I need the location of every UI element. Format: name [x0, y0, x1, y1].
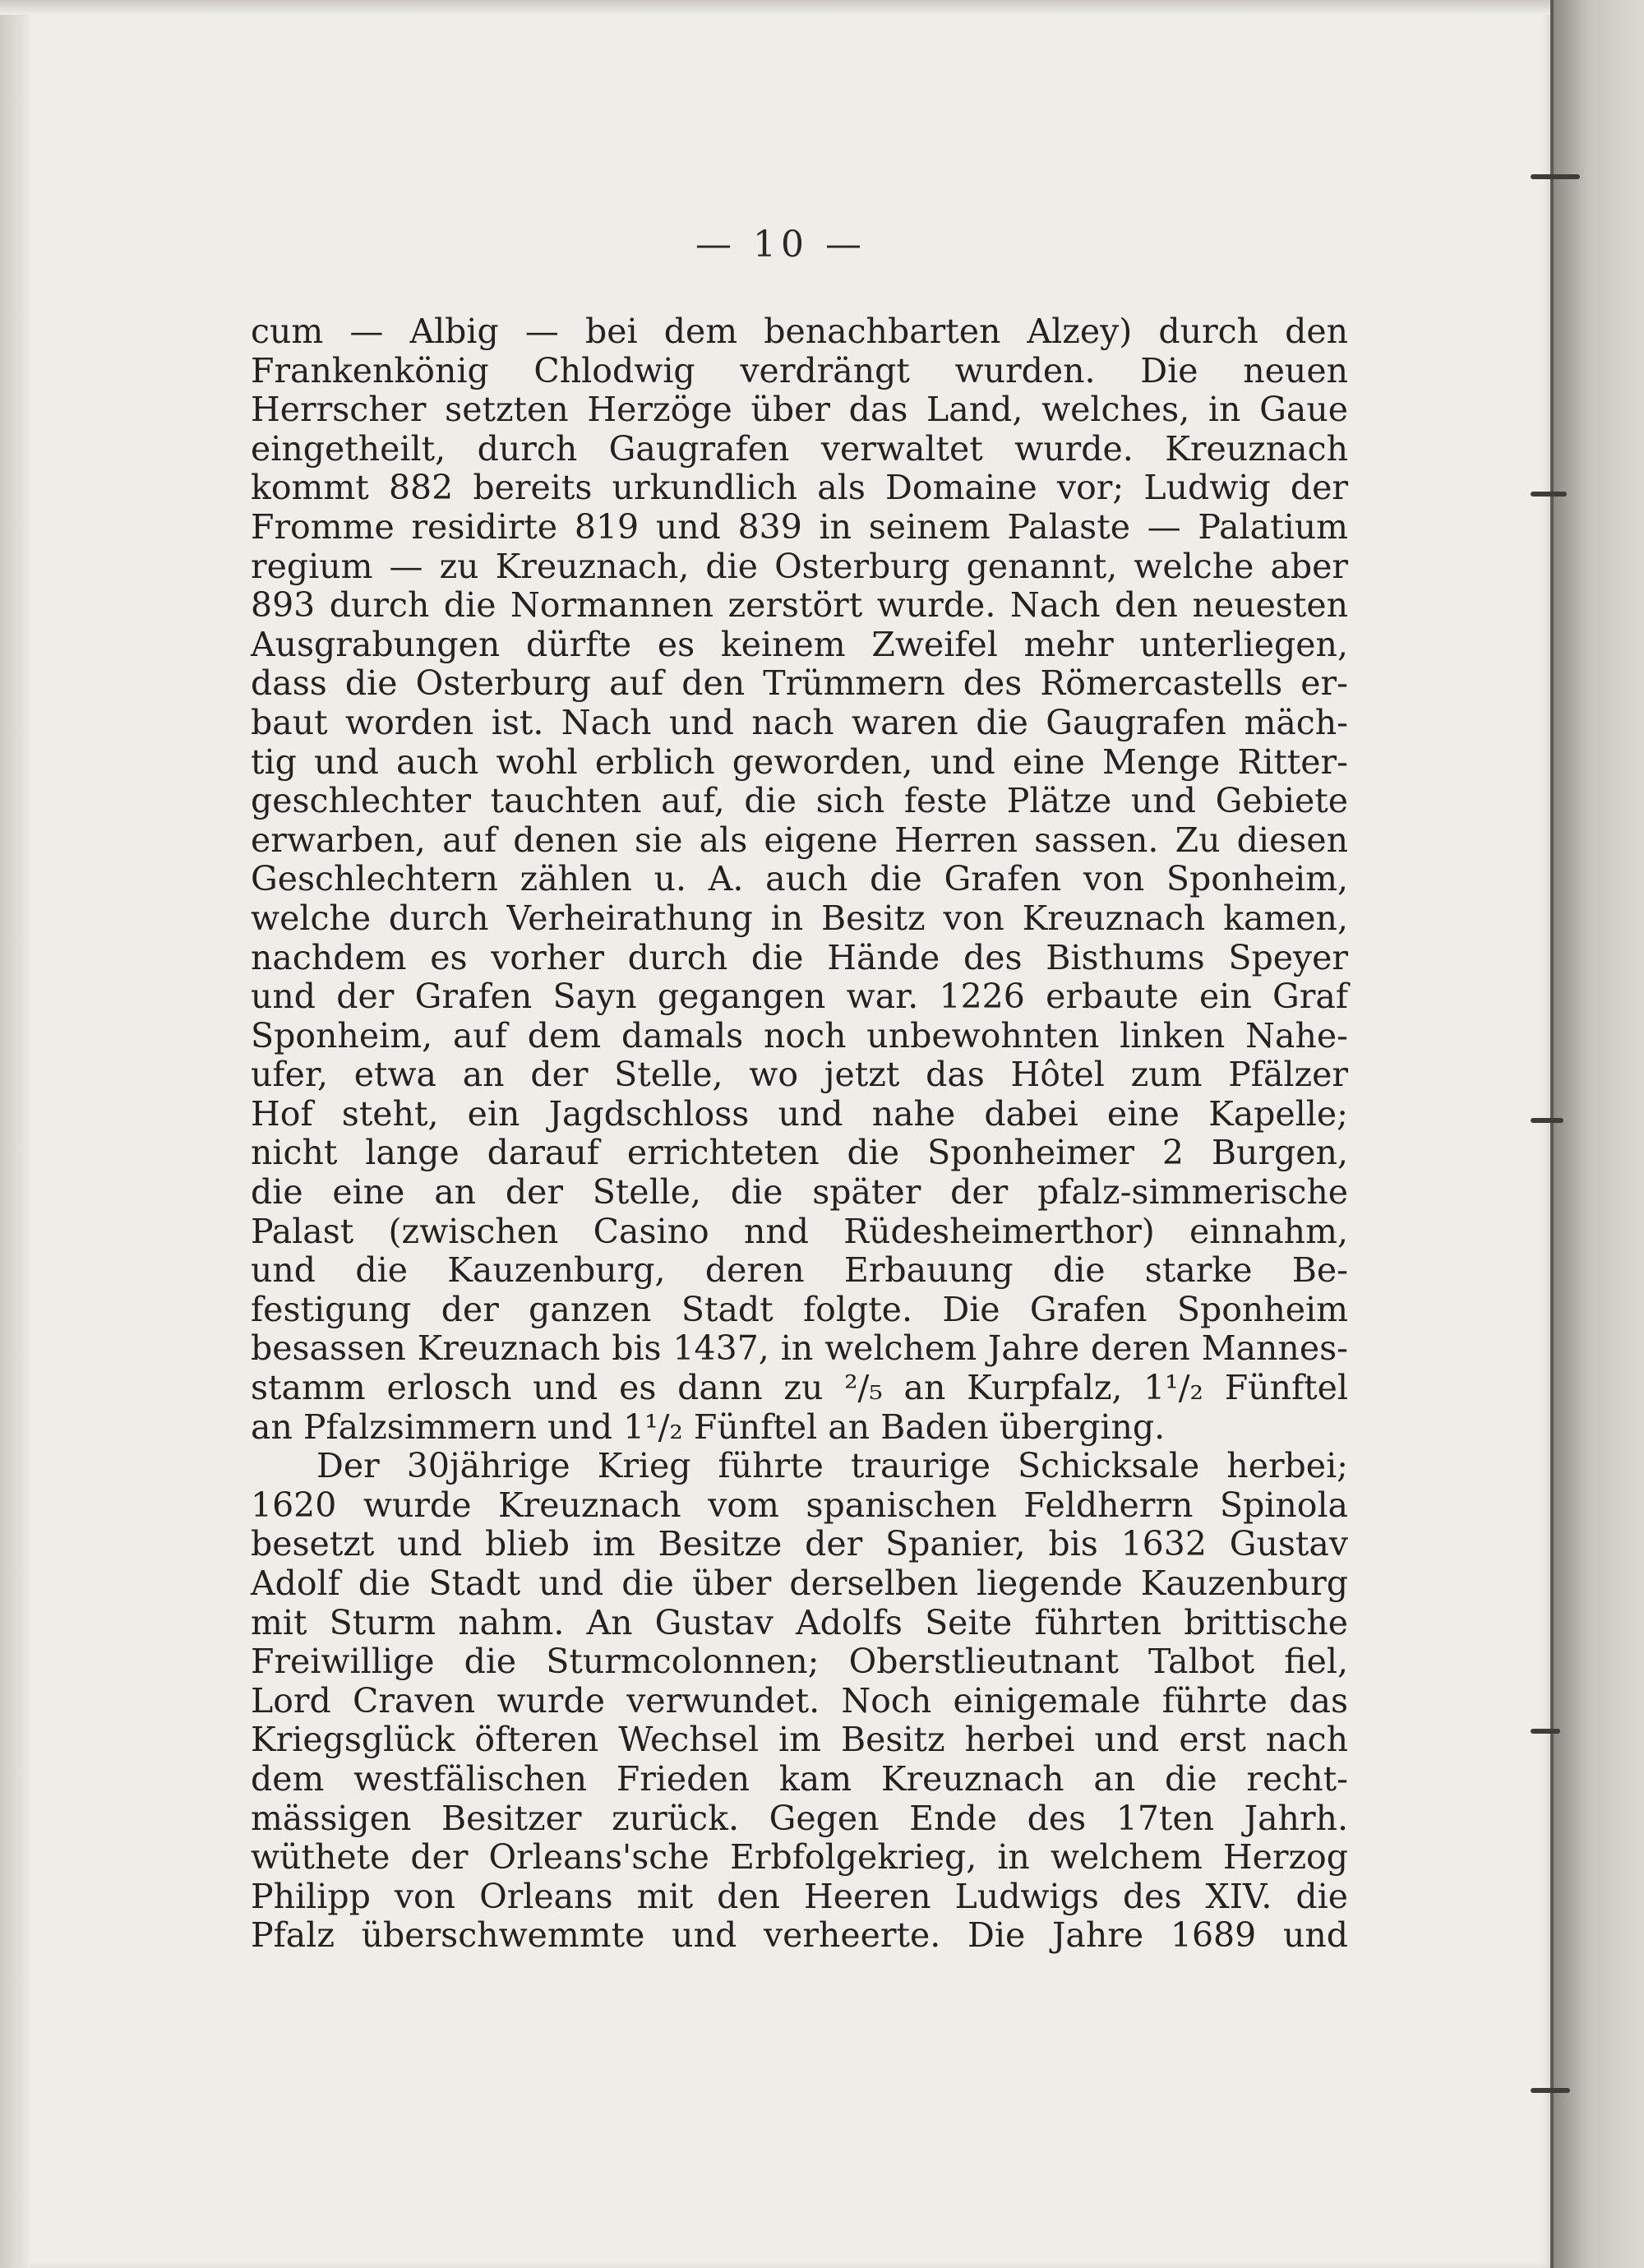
text-line: dem westfälischen Frieden kam Kreuznach an die recht-: [251, 1758, 1348, 1799]
binding-thread-mark: [1531, 1118, 1563, 1123]
text-line: Herrscher setzten Herzöge über das Land, welches, in Gaue: [251, 390, 1348, 430]
page-number: — 10 —: [695, 224, 866, 266]
text-line: nachdem es vorher durch die Hände des Bisthums Speyer: [251, 937, 1348, 977]
text-line: Palast (zwischen Casino nnd Rüdesheimerthor) einnahm,: [251, 1211, 1348, 1251]
text-line: welche durch Verheirathung in Besitz von Kreuznach kamen,: [251, 898, 1348, 938]
text-line: ufer, etwa an der Stelle, wo jetzt das Hôtel zum Pfälzer: [251, 1055, 1348, 1095]
text-line: 1620 wurde Kreuznach vom spanischen Feldherrn Spinola: [251, 1485, 1348, 1525]
text-line: Ausgrabungen dürfte es keinem Zweifel mehr unterliegen,: [251, 624, 1348, 664]
page-edge-left: [0, 0, 30, 2268]
text-line: wüthete der Orleans'sche Erbfolgekrieg, in welchem Herzog: [251, 1837, 1348, 1878]
page-edge-top: [0, 0, 1554, 15]
text-line: Geschlechtern zählen u. A. auch die Grafen von Sponheim,: [251, 859, 1348, 899]
text-line: cum — Albig — bei dem benachbarten Alzey) durch den: [251, 312, 1348, 351]
binding-thread-mark: [1531, 2088, 1570, 2093]
text-line: Sponheim, auf dem damals noch unbewohnten linken Nahe-: [251, 1015, 1348, 1055]
text-line: und die Kauzenburg, deren Erbauung die starke Be-: [251, 1250, 1348, 1291]
text-line: Philipp von Orleans mit den Heeren Ludwigs des XIV. die: [251, 1876, 1348, 1916]
text-line: Kriegsglück öfteren Wechsel im Besitz herbei und erst nach: [251, 1720, 1348, 1760]
text-line: eingetheilt, durch Gaugrafen verwaltet wurde. Kreuznach: [251, 428, 1348, 469]
text-line: Adolf die Stadt und die über derselben liegende Kauzenburg: [251, 1564, 1348, 1603]
text-line: tig und auch wohl erblich geworden, und eine Menge Ritter-: [251, 741, 1348, 782]
text-line: besetzt und blieb im Besitze der Spanier, bis 1632 Gustav: [251, 1524, 1348, 1564]
text-line: mit Sturm nahm. An Gustav Adolfs Seite führten brittische: [251, 1602, 1348, 1642]
text-line: mässigen Besitzer zurück. Gegen Ende des 17ten Jahrh.: [251, 1798, 1348, 1838]
text-line: Frankenkönig Chlodwig verdrängt wurden. Die neuen: [251, 350, 1348, 390]
text-line: Lord Craven wurde verwundet. Noch einigemale führte das: [251, 1680, 1348, 1721]
text-line: 893 durch die Normannen zerstört wurde. Nach den neuesten: [251, 585, 1348, 626]
text-line: an Pfalzsimmern und 1¹/₂ Fünftel an Baden überging.: [251, 1407, 1166, 1447]
text-line: Freiwillige die Sturmcolonnen; Oberstlieutnant Talbot fiel,: [251, 1642, 1348, 1682]
text-line: erwarben, auf denen sie als eigene Herren sassen. Zu diesen: [251, 820, 1348, 860]
book-gutter: [1554, 0, 1644, 2268]
text-line: nicht lange darauf errichteten die Sponheimer 2 Burgen,: [251, 1133, 1348, 1173]
text-line: Fromme residirte 819 und 839 in seinem Palaste — Palatium: [251, 506, 1348, 547]
text-line: und der Grafen Sayn gegangen war. 1226 erbaute ein Graf: [251, 977, 1348, 1017]
binding-thread-mark: [1531, 1729, 1560, 1734]
text-line: regium — zu Kreuznach, die Osterburg genannt, welche aber: [251, 546, 1348, 586]
text-line: die eine an der Stelle, die später der pfalz-simmerische: [251, 1172, 1348, 1213]
text-line: dass die Osterburg auf den Trümmern des Römercastells er-: [251, 663, 1348, 704]
text-line: Pfalz überschwemmte und verheerte. Die Jahre 1689 und: [251, 1915, 1348, 1956]
binding-thread-mark: [1531, 492, 1567, 497]
binding-thread-mark: [1531, 174, 1580, 179]
text-line: Hof steht, ein Jagdschloss und nahe dabei eine Kapelle;: [251, 1093, 1348, 1134]
text-line: Der 30jährige Krieg führte traurige Schicksale herbei;: [316, 1446, 1348, 1486]
text-line: kommt 882 bereits urkundlich als Domaine vor; Ludwig der: [251, 468, 1348, 508]
text-line: geschlechter tauchten auf, die sich feste Plätze und Gebiete: [251, 781, 1348, 821]
body-text: [251, 312, 1348, 1956]
text-line: baut worden ist. Nach und nach waren die Gaugrafen mäch-: [251, 702, 1348, 742]
text-line: festigung der ganzen Stadt folgte. Die Grafen Sponheim: [251, 1289, 1348, 1329]
text-line: besassen Kreuznach bis 1437, in welchem Jahre deren Mannes-: [251, 1328, 1348, 1369]
text-line: stamm erlosch und es dann zu ²/₅ an Kurpfalz, 1¹/₂ Fünftel: [251, 1368, 1348, 1408]
gutter-fold-line: [1550, 0, 1554, 2268]
